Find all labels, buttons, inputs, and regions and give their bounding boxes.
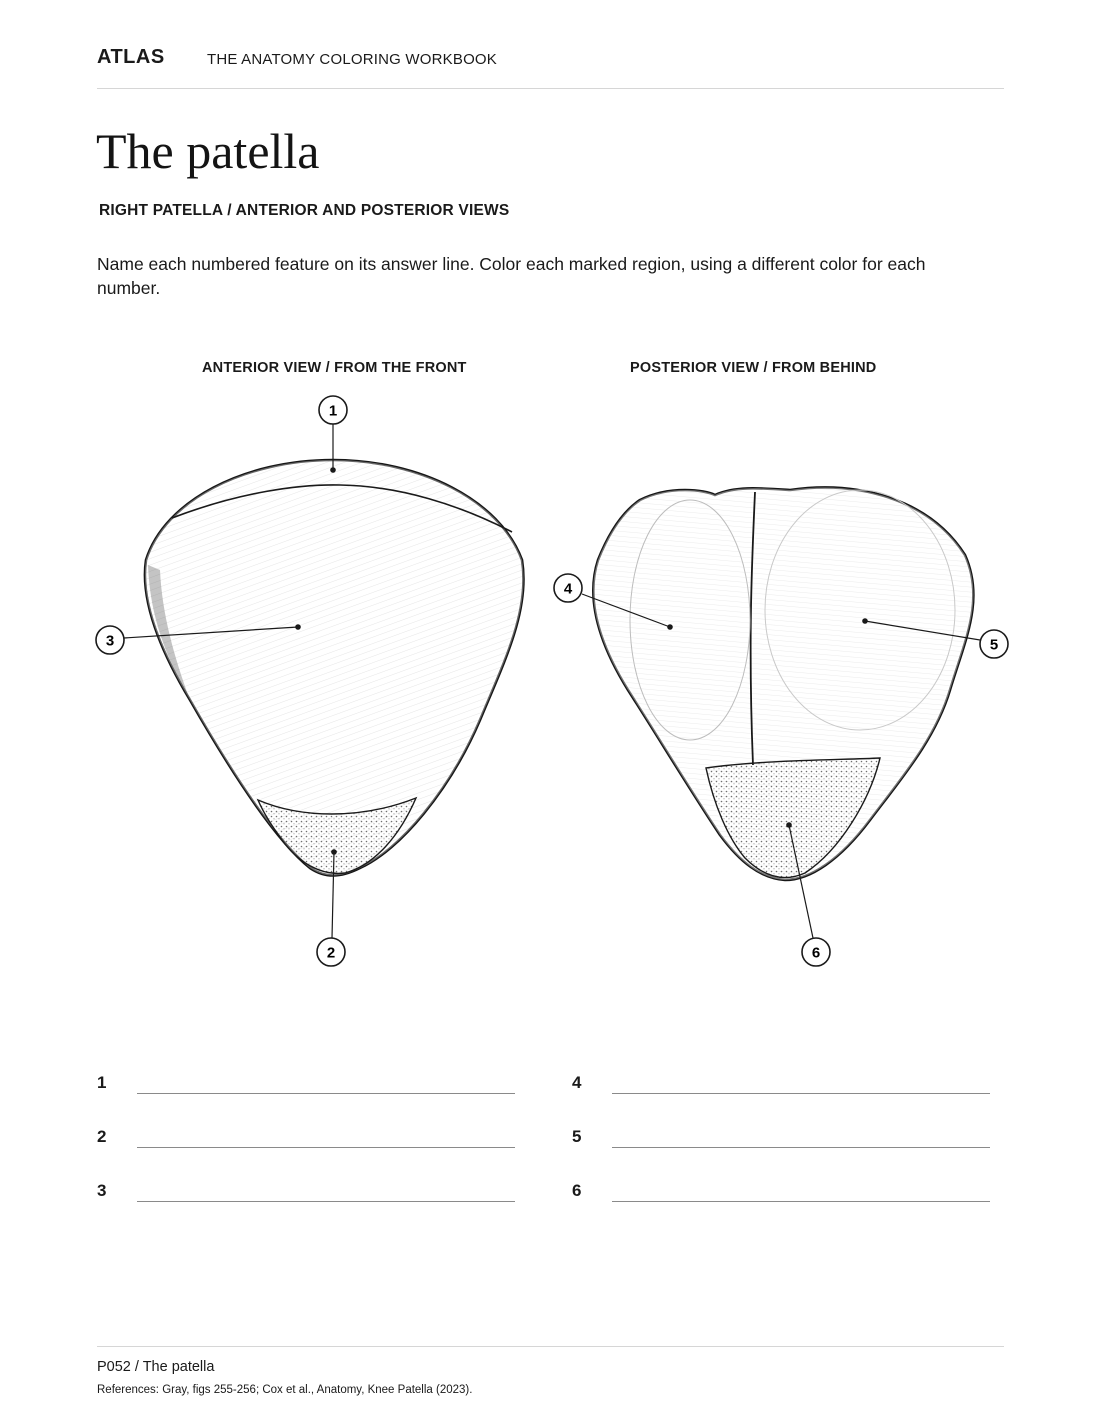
answer-number-3: 3 [97, 1181, 107, 1200]
page-subtitle: RIGHT PATELLA / ANTERIOR AND POSTERIOR VIEWS [99, 202, 510, 219]
answer-number-4: 4 [572, 1073, 582, 1092]
svg-text:3: 3 [105, 632, 115, 650]
callout-5 [980, 630, 1008, 658]
page-title: The patella [96, 123, 320, 179]
svg-text:5: 5 [989, 636, 999, 654]
footer-references: References: Gray, figs 255-256; Cox et al., Anatomy, Knee Patella (2023). [97, 1384, 473, 1396]
callout-4 [554, 574, 582, 602]
callout-3 [96, 626, 124, 654]
answer-line-6[interactable] [612, 1201, 990, 1202]
callout-2 [317, 938, 345, 966]
answer-number-5: 5 [572, 1127, 582, 1146]
book-title: THE ANATOMY COLORING WORKBOOK [207, 51, 498, 68]
svg-text:4: 4 [563, 580, 573, 598]
svg-text:1: 1 [328, 402, 338, 420]
svg-text:2: 2 [326, 944, 336, 962]
answer-number-2: 2 [97, 1127, 107, 1146]
footer-page-id: P052 / The patella [97, 1359, 215, 1375]
anterior-patella [145, 460, 524, 876]
svg-text:6: 6 [811, 944, 821, 962]
answer-line-4[interactable] [612, 1093, 990, 1094]
answer-line-3[interactable] [137, 1201, 515, 1202]
instructions-text: Name each numbered feature on its answer line. Color each marked region, using a different color for each number. [97, 254, 926, 298]
callout-6 [802, 938, 830, 966]
posterior-patella [593, 488, 973, 880]
answer-line-1[interactable] [137, 1093, 515, 1094]
footer-divider [97, 1346, 1004, 1347]
anterior-view-label: ANTERIOR VIEW / FROM THE FRONT [202, 360, 467, 376]
answer-line-2[interactable] [137, 1147, 515, 1148]
callout-1 [319, 396, 347, 424]
answer-line-5[interactable] [612, 1147, 990, 1148]
brand-logo: ATLAS [97, 46, 165, 68]
answer-number-1: 1 [97, 1073, 107, 1092]
answer-number-6: 6 [572, 1181, 582, 1200]
posterior-view-label: POSTERIOR VIEW / FROM BEHIND [630, 360, 877, 376]
